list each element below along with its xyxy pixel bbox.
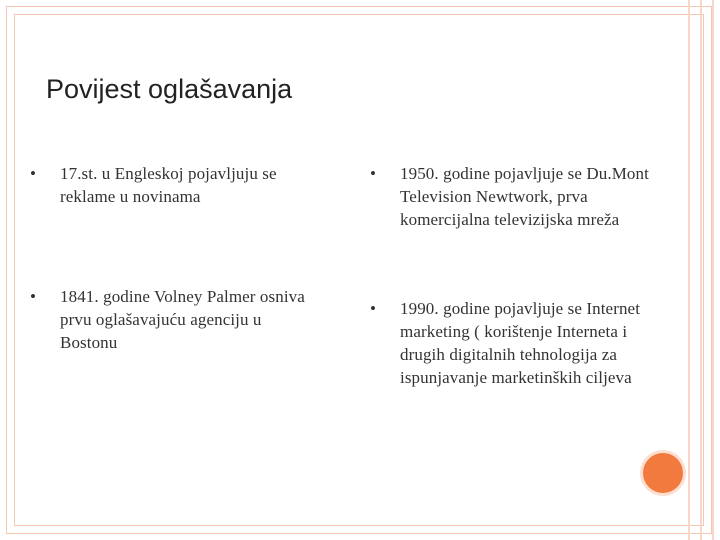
- bullet-icon: •: [30, 287, 37, 306]
- item-text-line: marketing ( korištenje Interneta i: [400, 322, 628, 341]
- stripe: [700, 0, 702, 540]
- stripe: [712, 0, 714, 540]
- list-item: [30, 162, 350, 208]
- left-column: [30, 162, 350, 354]
- item-text-line: 1990. godine pojavljuje se Internet: [400, 299, 641, 318]
- right-column: [370, 162, 690, 389]
- slide-title: Povijest oglašavanja: [46, 74, 293, 104]
- item-text-line: Television Newtwork, prva: [400, 187, 588, 206]
- item-text-line: 17.st. u Engleskoj pojavljuju se: [60, 164, 277, 183]
- bullet-icon: •: [30, 164, 37, 183]
- bullet-icon: •: [370, 299, 377, 318]
- item-text-line: drugih digitalnih tehnologija za: [400, 345, 618, 364]
- bullet-icon: •: [370, 164, 377, 183]
- list-item: [370, 297, 690, 389]
- item-text-line: reklame u novinama: [60, 187, 201, 206]
- item-text-line: prvu oglašavajuću agenciju u: [60, 310, 262, 329]
- item-text-line: Bostonu: [60, 333, 118, 352]
- item-text-line: komercijalna televizijska mreža: [400, 210, 620, 229]
- item-text-line: 1950. godine pojavljuje se Du.Mont: [400, 164, 649, 183]
- item-text-line: 1841. godine Volney Palmer osniva: [60, 287, 305, 306]
- list-item: [370, 162, 690, 236]
- item-text-line: ispunjavanje marketinških ciljeva: [400, 368, 632, 387]
- accent-dot: [640, 450, 686, 496]
- list-item: [30, 285, 350, 354]
